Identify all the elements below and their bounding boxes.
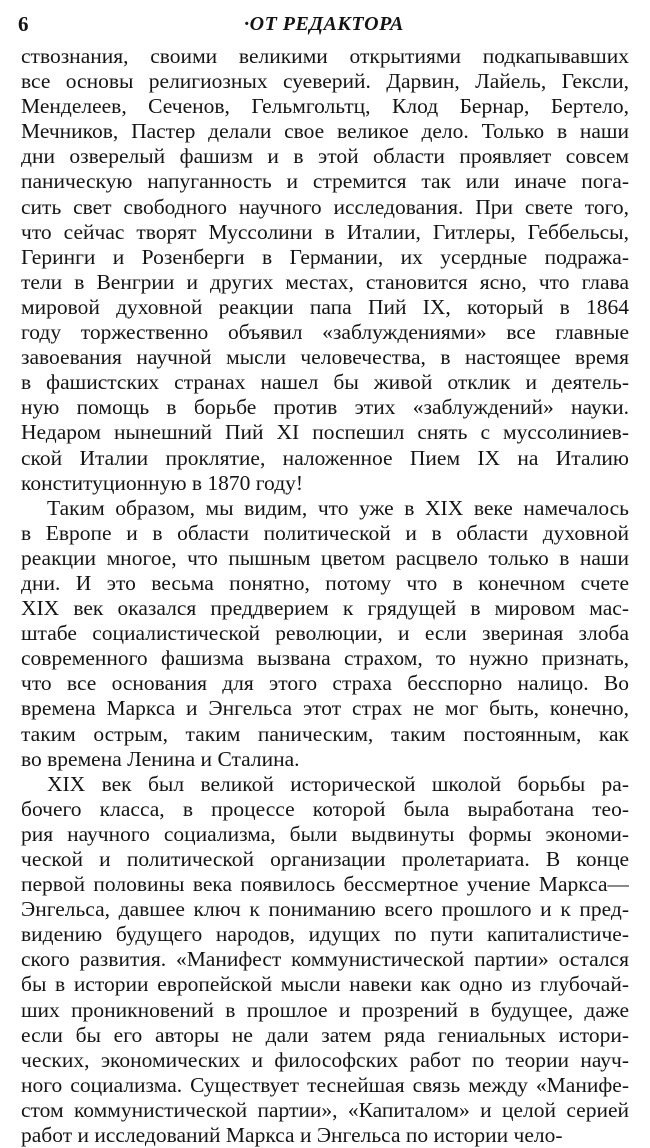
text-line: ческой и политической организации пролетариата. В конце <box>21 847 629 871</box>
text-line: стом коммунистической партии», «Капиталом» и целой серией <box>21 1097 629 1122</box>
text-line: видению будущего народов, идущих по пути капиталистиче- <box>21 922 629 947</box>
text-line: во времена Ленина и Сталина. <box>21 746 300 771</box>
text-line: ческих, экономических и философских работ по теории науч- <box>21 1047 629 1072</box>
text-line: паническую напуганность и стремится так или иначе пога- <box>21 169 629 194</box>
text-line: первой половины века появилось бессмертное учение Маркса— <box>21 872 629 897</box>
paragraph <box>21 496 629 772</box>
text-line: бочего класса, в процессе которой была выработана тео- <box>21 796 629 821</box>
text-line: Мечников, Пастер делали свое великое дело. Только в наши <box>21 119 629 144</box>
page-number: 6 <box>18 12 29 36</box>
text-line: тели в Венгрии и других местах, становится ясно, что глава <box>21 269 629 294</box>
text-line: штабе социалистической революции, и если звериная злоба <box>21 621 629 646</box>
text-line: дни озверелый фашизм и в этой области проявляет совсем <box>21 144 629 169</box>
text-line: работ и исследований Маркса и Энгельса по истории чело- <box>21 1123 563 1148</box>
text-line: дни. И это весьма понятно, потому что в конечном счете <box>21 570 629 595</box>
text-line: современного фашизма вызвана страхом, то нужно признать, <box>21 646 629 671</box>
paragraph <box>21 772 629 1148</box>
text-line: ную помощь в борьбе против этих «заблуждений» науки. <box>21 395 629 420</box>
text-line: Недаром нынешний Пий XI поспешил снять с муссолиниев- <box>21 420 629 445</box>
text-line: рия научного социализма, были выдвинуты формы экономи- <box>21 821 629 846</box>
text-line: ших проникновений в прошлое и прозрений в будущее, даже <box>21 997 629 1022</box>
text-line: Менделеев, Сеченов, Гельмгольтц, Клод Бернар, Бертело, <box>21 94 629 119</box>
text-line: завоевания научной мысли человечества, в настоящее время <box>21 345 629 370</box>
text-line: ской Италии проклятие, наложенное Пием IX на Италию <box>21 445 629 470</box>
text-body <box>21 44 629 1148</box>
text-line: ствознания, своими великими открытиями подкапывавших <box>21 44 629 68</box>
text-line: мировой духовной реакции папа Пий IX, который в 1864 <box>21 294 629 319</box>
text-line: XIX век был великой исторической школой борьбы ра- <box>47 771 629 796</box>
text-line: бы в истории европейской мысли навеки как одно из глубочай- <box>21 972 629 997</box>
text-line: что сейчас творят Муссолини в Италии, Гитлеры, Геббельсы, <box>21 219 629 244</box>
text-line: конституционную в 1870 году! <box>21 470 304 495</box>
text-line: что все основания для этого страха бесспорно налицо. Во <box>21 671 629 696</box>
text-line: все основы религиозных суеверий. Дарвин, Лайель, Гексли, <box>21 69 629 94</box>
text-line: если бы его авторы не дали затем ряда гениальных истори- <box>21 1022 629 1047</box>
text-line: ского развития. «Манифест коммунистической партии» остался <box>21 947 629 972</box>
text-line: Энгельса, давшее ключ к пониманию всего прошлого и к пред- <box>21 897 629 922</box>
text-line: Геринги и Розенберги в Германии, их усердные подража- <box>21 244 629 269</box>
text-line: таким острым, таким паническим, таким постоянным, как <box>21 721 629 746</box>
paragraph <box>21 44 629 496</box>
text-line: сить свет свободного научного исследования. При свете того, <box>21 194 629 219</box>
text-line: реакции многое, что пышным цветом расцвело только в наши <box>21 545 629 570</box>
text-line: году торжественно объявил «заблуждениями» все главные <box>21 320 629 345</box>
text-line: Таким образом, мы видим, что уже в XIX веке намечалось <box>47 495 629 520</box>
running-head <box>18 8 630 38</box>
running-title: ·ОТ РЕДАКТОРА <box>244 13 404 35</box>
text-line: ного социализма. Существует теснейшая связь между «Манифе- <box>21 1072 629 1097</box>
text-line: времена Маркса и Энгельса этот страх не мог быть, конечно, <box>21 696 629 721</box>
text-line: в Европе и в области политической и в области духовной <box>21 520 629 545</box>
text-line: XIX век оказался преддверием к грядущей в мировом мас- <box>21 596 629 621</box>
text-line: в фашистских странах нашел бы живой отклик и деятель- <box>21 370 629 395</box>
